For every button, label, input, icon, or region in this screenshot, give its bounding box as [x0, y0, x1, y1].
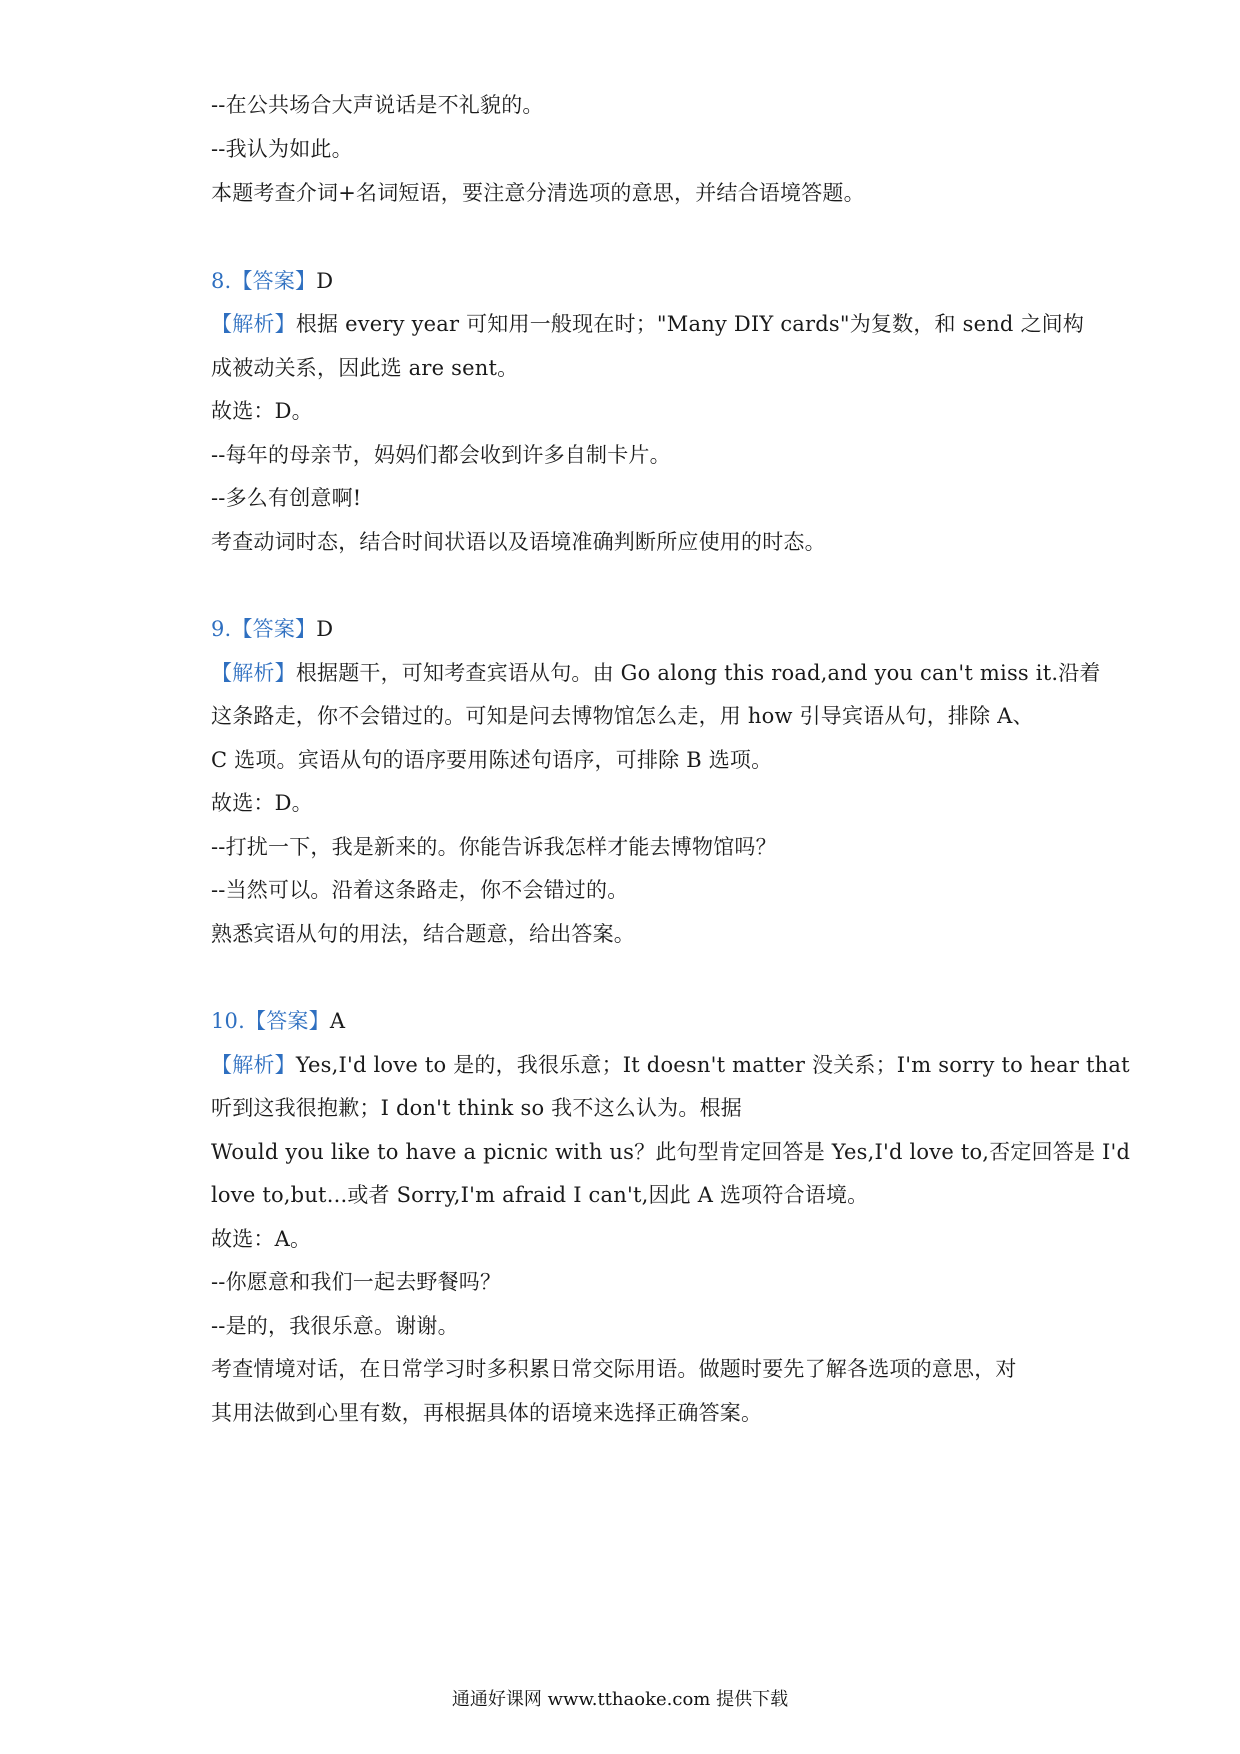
q10-analysis-text-1: Yes,I'd love to 是的，我很乐意；It doesn't matter 没关系；I'm sorry to hear that — [295, 1053, 1130, 1077]
q8-summary: 考查动词时态，结合时间状语以及语境准确判断所应使用的时态。 — [211, 530, 826, 554]
q10-analysis-line-2: 听到这我很抱歉；I don't think so 我不这么认为。根据 — [211, 1096, 742, 1120]
q8-choice: 故选：D。 — [211, 399, 313, 423]
q9-summary: 熟悉宾语从句的用法，结合题意，给出答案。 — [211, 922, 635, 946]
q9-answer-value: D — [316, 617, 334, 641]
q10-analysis-tag: 【解析】 — [211, 1053, 296, 1077]
q10-answer-heading — [211, 1006, 1051, 1036]
q8-number: 8. — [211, 269, 232, 293]
page-footer: 通通好课网 www.tthaoke.com 提供下载 — [451, 1689, 789, 1710]
q9-answer-heading — [211, 614, 1051, 644]
q9-answer-tag: 【答案】 — [231, 617, 317, 641]
q10-analysis-line-4: love to,but...或者 Sorry,I'm afraid I can't,因此 A 选项符合语境。 — [211, 1183, 869, 1207]
q8-answer-value: D — [316, 269, 334, 293]
q10-choice: 故选：A。 — [211, 1227, 312, 1251]
q10-dialogue-line-1: --你愿意和我们一起去野餐吗？ — [211, 1270, 502, 1294]
q9-analysis-line-3: C 选项。宾语从句的语序要用陈述句语序，可排除 B 选项。 — [211, 748, 773, 772]
q8-analysis-line-2: 成被动关系，因此选 are sent。 — [211, 356, 519, 380]
q9-number: 9. — [211, 617, 232, 641]
q10-number: 10. — [211, 1009, 245, 1033]
q8-analysis-tag: 【解析】 — [211, 312, 296, 336]
q10-answer-value: A — [329, 1009, 346, 1033]
q8-answer-heading — [211, 266, 1051, 296]
q10-answer-tag: 【答案】 — [245, 1009, 330, 1033]
q10-analysis-line-1 — [211, 1050, 1130, 1080]
q9-analysis-text-1: 根据题干，可知考查宾语从句。由 Go along this road,and you can't miss it.沿着 — [295, 661, 1101, 685]
q9-dialogue-line-1: --打扰一下，我是新来的。你能告诉我怎样才能去博物馆吗？ — [211, 835, 777, 859]
q10-dialogue-line-2: --是的，我很乐意。谢谢。 — [211, 1314, 459, 1338]
q9-analysis-line-2: 这条路走，你不会错过的。可知是问去博物馆怎么走，用 how 引导宾语从句，排除 A、 — [211, 704, 1034, 728]
q7-dialogue-line-2: --我认为如此。 — [211, 137, 353, 161]
q10-summary-line-2: 其用法做到心里有数，再根据具体的语境来选择正确答案。 — [211, 1401, 763, 1425]
q7-dialogue-line-1: --在公共场合大声说话是不礼貌的。 — [211, 93, 544, 117]
q8-dialogue-line-2: --多么有创意啊! — [211, 486, 362, 510]
q10-analysis-line-3: Would you like to have a picnic with us？此句型肯定回答是 Yes,I'd love to,否定回答是 I'd — [211, 1140, 1131, 1164]
q10-summary-line-1: 考查情境对话，在日常学习时多积累日常交际用语。做题时要先了解各选项的意思，对 — [211, 1357, 1017, 1381]
q7-summary: 本题考查介词+名词短语，要注意分清选项的意思，并结合语境答题。 — [211, 181, 865, 205]
q9-analysis-line-1 — [211, 658, 1101, 688]
q8-analysis-line-1 — [211, 309, 1085, 339]
q8-dialogue-line-1: --每年的母亲节，妈妈们都会收到许多自制卡片。 — [211, 443, 671, 467]
q9-analysis-tag: 【解析】 — [211, 661, 296, 685]
q9-dialogue-line-2: --当然可以。沿着这条路走，你不会错过的。 — [211, 878, 629, 902]
q8-answer-tag: 【答案】 — [231, 269, 317, 293]
q9-choice: 故选：D。 — [211, 791, 313, 815]
q8-analysis-text-1: 根据 every year 可知用一般现在时；"Many DIY cards"为复数，和 send 之间构 — [295, 312, 1085, 336]
